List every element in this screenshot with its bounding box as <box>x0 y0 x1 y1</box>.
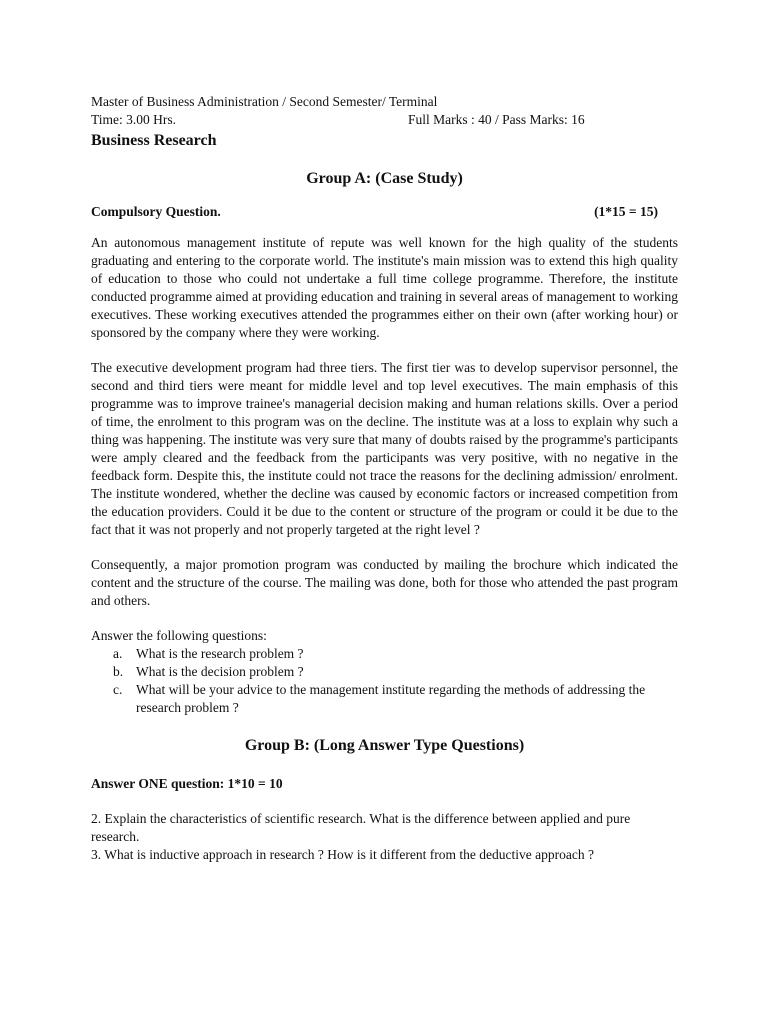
question-text: What will be your advice to the management institute regarding the methods of addressing the research problem ? <box>136 682 646 715</box>
compulsory-label: Compulsory Question. <box>91 204 221 219</box>
case-paragraph-2: The executive development program had three tiers. The first tier was to develop supervisor personnel, the second and third tiers were meant for middle level and top level executives. The main emphasis of this programme was to improve trainee's managerial decision making and human relations skills. Over a period of time, the enrolment to this program was on the decline. The institute was at a loss to explain why such a thing was happening. The institute was very sure that many of doubts raised by the programme's participants were amply cleared and the feedback from the participants was very positive, with no negative in the feedback form. Despite this, the institute could not trace the reasons for the declining admission/ enrolment. The institute wondered, whether the decline was caused by economic factors or increased competition from the education providers. Could it be due to the content or structure of the program or could it be due to the fact that it was not properly and not properly targeted at the right level ? <box>91 360 678 537</box>
case-question-b <box>91 663 678 681</box>
group-a-title: Group A: (Case Study) <box>306 170 463 187</box>
case-paragraph-3: Consequently, a major promotion program was conducted by mailing the brochure which indicated the content and the structure of the course. The mailing was done, both for those who attended the past program and others. <box>91 557 678 608</box>
question-label: a. <box>113 646 123 661</box>
compulsory-marks: (1*15 = 15) <box>594 204 658 219</box>
time-marks-line <box>91 111 678 129</box>
case-paragraph-1: An autonomous management institute of repute was well known for the high quality of the students graduating and entering to the corporate world. The institute's main mission was to extend this high quality of education to those who could not undertake a full time college programme. Therefore, the institute conducted programme aimed at providing education and training in several areas of management to working executives. These working executives attended the programmes either on their own (after working hour) or sponsored by the company where they were working. <box>91 235 678 340</box>
program-line: Master of Business Administration / Second Semester/ Terminal <box>91 94 438 109</box>
question-text: What is the research problem ? <box>136 646 304 661</box>
exam-time: Time: 3.00 Hrs. <box>91 112 177 127</box>
subject-title: Business Research <box>91 132 217 149</box>
exam-marks: Full Marks : 40 / Pass Marks: 16 <box>408 112 585 127</box>
question-text: What is the decision problem ? <box>136 664 304 679</box>
case-question-c <box>91 681 678 717</box>
group-b-question-3: 3. What is inductive approach in research ? How is it different from the deductive approach ? <box>91 847 594 862</box>
case-question-a <box>91 645 678 663</box>
question-label: b. <box>113 664 124 679</box>
group-b-instruction: Answer ONE question: 1*10 = 10 <box>91 776 283 791</box>
case-questions-instruction: Answer the following questions: <box>91 628 267 643</box>
group-b-title: Group B: (Long Answer Type Questions) <box>244 737 525 754</box>
case-question-list <box>91 645 678 717</box>
compulsory-question-line <box>91 203 678 221</box>
exam-document <box>91 93 678 864</box>
group-b-question-2: 2. Explain the characteristics of scientific research. What is the difference between applied and pure research. <box>91 811 631 844</box>
question-label: c. <box>113 682 123 697</box>
